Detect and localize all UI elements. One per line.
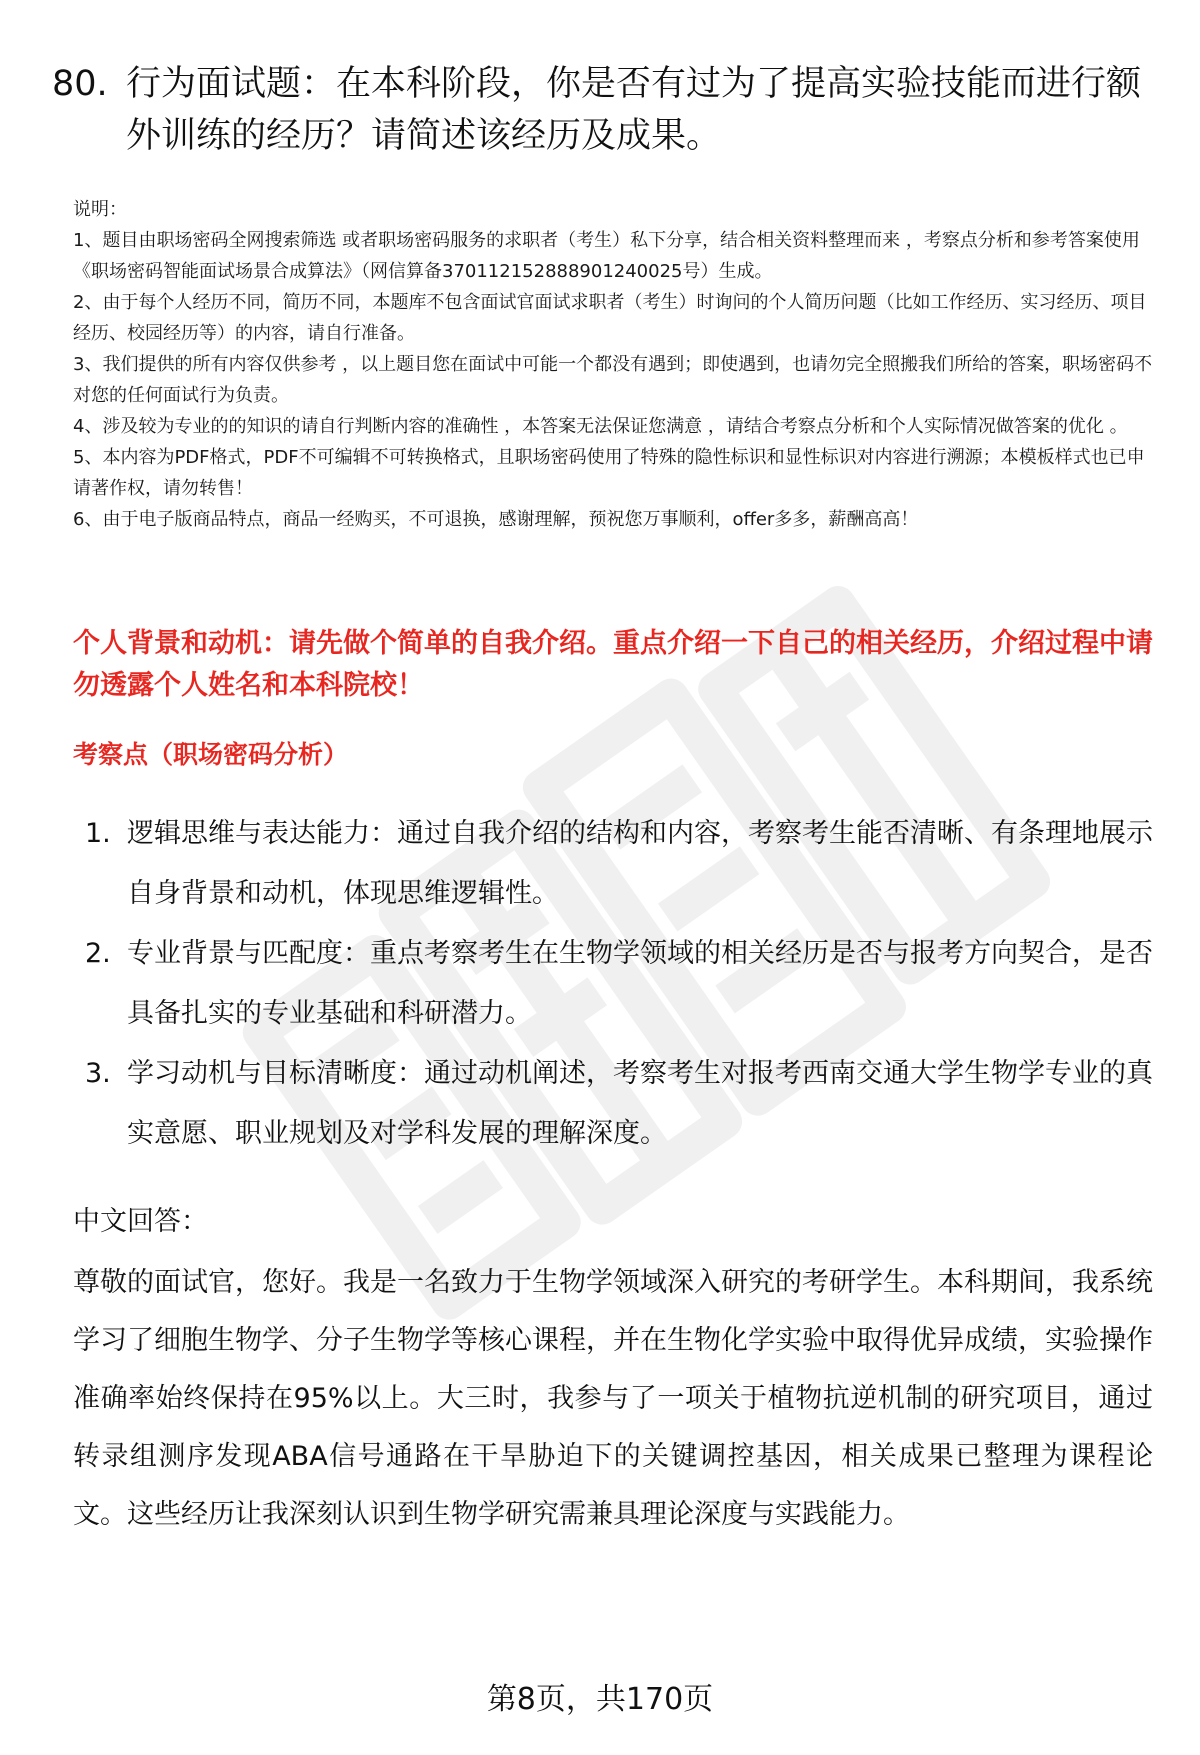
answer-text: 尊敬的面试官，您好。我是一名致力于生物学领域深入研究的考研学生。本科期间，我系统学习了细胞生物学、分子生物学等核心课程，并在生物化学实验中取得优异成绩，实验操作准确率始终保持在95%以上。大三时，我参与了一项关于植物抗逆机制的研究项目，通过转录组测序发现ABA信号通路在干旱胁迫下的关键调控基因，相关成果已整理为课程论文。这些经历让我深刻认识到生物学研究需兼具理论深度与实践能力。 (73, 1267, 1153, 1530)
question-text: 行为面试题：在本科阶段，你是否有过为了提高实验技能而进行额外训练的经历？请简述该经历及成果。 (126, 64, 1142, 156)
note-item: 3、我们提供的所有内容仅供参考 ，以上题目您在面试中可能一个都没有遇到；即使遇到，也请勿完全照搬我们所给的答案，职场密码不对您的任何面试行为负责。 (73, 354, 1153, 406)
question-number: 80. (52, 64, 108, 104)
point-number: 3. (85, 1058, 111, 1089)
analysis-point (85, 1044, 1155, 1164)
note-item: 2、由于每个人经历不同，简历不同，本题库不包含面试官面试求职者（考生）时询问的个人简历问题（比如工作经历、实习经历、项目经历、校园经历等）的内容，请自行准备。 (73, 292, 1147, 344)
notes-heading: 说明： (73, 199, 127, 220)
point-text: 逻辑思维与表达能力：通过自我介绍的结构和内容，考察考生能否清晰、有条理地展示自身背景和动机，体现思维逻辑性。 (127, 818, 1153, 909)
point-number: 2. (85, 938, 111, 969)
point-text: 学习动机与目标清晰度：通过动机阐述，考察考生对报考西南交通大学生物学专业的真实意愿、职业规划及对学科发展的理解深度。 (127, 1058, 1153, 1149)
analysis-point (85, 804, 1155, 924)
analysis-points (85, 804, 1155, 1164)
note-item: 6、由于电子版商品特点，商品一经购买，不可退换，感谢理解，预祝您万事顺利，offer多多，薪酬高高！ (73, 509, 919, 530)
note-item: 5、本内容为PDF格式，PDF不可编辑不可转换格式，且职场密码使用了特殊的隐性标识和显性标识对内容进行溯源；本模板样式也已申请著作权，请勿转售！ (73, 447, 1145, 499)
topic-heading: 个人背景和动机：请先做个简单的自我介绍。重点介绍一下自己的相关经历，介绍过程中请勿透露个人姓名和本科院校！ (73, 628, 1153, 701)
point-text: 专业背景与匹配度：重点考察考生在生物学领域的相关经历是否与报考方向契合，是否具备扎实的专业基础和科研潜力。 (127, 938, 1153, 1029)
note-item: 1、题目由职场密码全网搜索筛选 或者职场密码服务的求职者（考生）私下分享，结合相关资料整理而来 ，考察点分析和参考答案使用《职场密码智能面试场景合成算法》（网信算备370112152888901240025号）生成。 (73, 230, 1140, 282)
page-footer: 第8页，共170页 (486, 1682, 714, 1717)
analysis-point (85, 924, 1155, 1044)
answer-label: 中文回答： (73, 1206, 208, 1237)
analysis-title: 考察点（职场密码分析） (73, 740, 349, 769)
point-number: 1. (85, 818, 111, 849)
disclaimer-notes (73, 194, 1153, 535)
note-item: 4、涉及较为专业的的知识的请自行判断内容的准确性 ，本答案无法保证您满意 ，请结合考察点分析和个人实际情况做答案的优化 。 (73, 416, 1128, 437)
question-heading (52, 58, 1152, 162)
